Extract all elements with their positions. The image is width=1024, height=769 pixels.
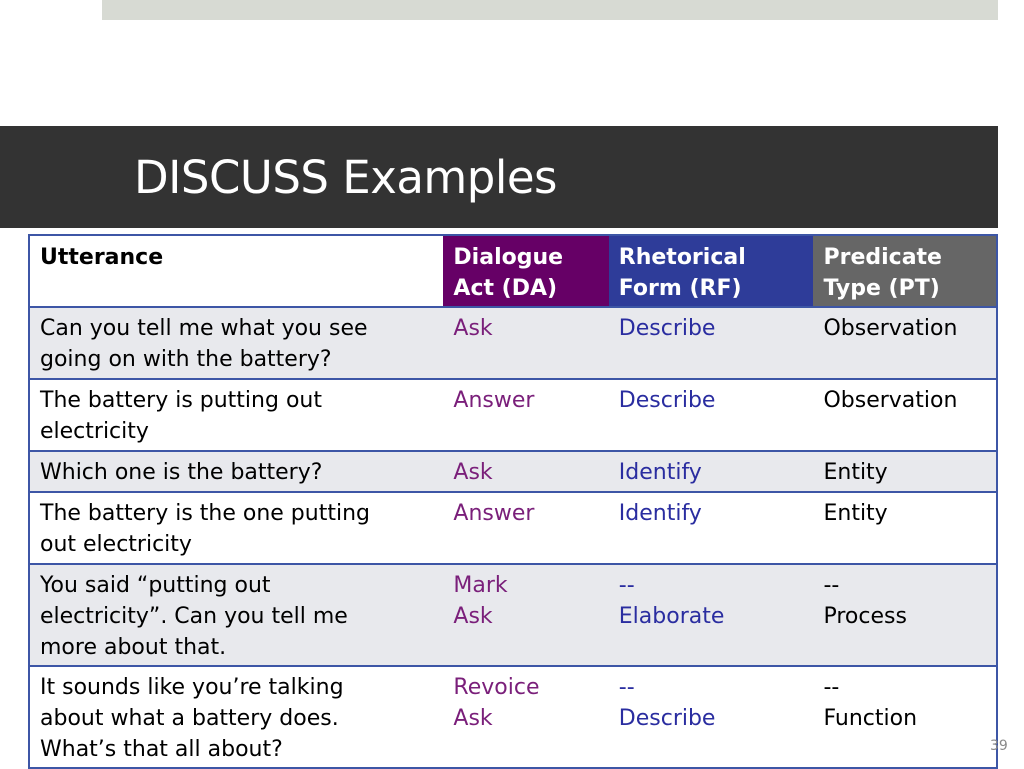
top-accent-bar bbox=[102, 0, 998, 20]
utterance-line: electricity”. Can you tell me bbox=[40, 604, 348, 629]
predicate-type-line: Observation bbox=[823, 316, 958, 341]
utterance-cell bbox=[29, 379, 443, 451]
predicate-type-line: -- bbox=[823, 573, 840, 598]
predicate-type-cell bbox=[813, 666, 997, 768]
dialogue-act-line: Answer bbox=[453, 388, 535, 413]
predicate-type-cell bbox=[813, 451, 997, 492]
utterance-line: What’s that all about? bbox=[40, 737, 283, 762]
header-utterance bbox=[29, 235, 443, 307]
rhetorical-form-line: Elaborate bbox=[618, 604, 725, 629]
utterance-cell bbox=[29, 451, 443, 492]
rhetorical-form-line: Identify bbox=[618, 460, 702, 485]
utterance-line: more about that. bbox=[40, 635, 227, 660]
predicate-type-cell bbox=[813, 564, 997, 666]
table-header-row bbox=[29, 235, 997, 307]
dialogue-act-line: Ask bbox=[453, 604, 493, 629]
utterance-line: Can you tell me what you see bbox=[40, 316, 368, 341]
predicate-type-cell bbox=[813, 379, 997, 451]
rhetorical-form-cell bbox=[609, 564, 814, 666]
rhetorical-form-cell bbox=[609, 492, 814, 564]
dialogue-act-cell bbox=[443, 666, 608, 768]
utterance-line: The battery is the one putting bbox=[40, 501, 370, 526]
utterance-line: You said “putting out bbox=[40, 573, 271, 598]
predicate-type-line: Function bbox=[823, 706, 918, 731]
predicate-type-cell bbox=[813, 492, 997, 564]
rhetorical-form-cell bbox=[609, 307, 814, 379]
header-pt-line2: Type (PT) bbox=[823, 276, 940, 301]
header-da-line2: Act (DA) bbox=[453, 276, 558, 301]
dialogue-act-line: Ask bbox=[453, 316, 493, 341]
utterance-line: The battery is putting out bbox=[40, 388, 322, 413]
rhetorical-form-line: -- bbox=[618, 675, 635, 700]
utterance-cell bbox=[29, 666, 443, 768]
header-dialogue-act bbox=[443, 235, 608, 307]
dialogue-act-cell bbox=[443, 379, 608, 451]
utterance-line: out electricity bbox=[40, 532, 192, 557]
slide-title: DISCUSS Examples bbox=[134, 151, 557, 204]
utterance-cell bbox=[29, 564, 443, 666]
rhetorical-form-line: Identify bbox=[618, 501, 702, 526]
utterance-line: Which one is the battery? bbox=[40, 460, 323, 485]
rhetorical-form-line: Describe bbox=[618, 706, 716, 731]
dialogue-act-cell bbox=[443, 492, 608, 564]
table-row bbox=[29, 307, 997, 379]
utterance-cell bbox=[29, 307, 443, 379]
rhetorical-form-cell bbox=[609, 666, 814, 768]
dialogue-act-line: Answer bbox=[453, 501, 535, 526]
utterance-cell bbox=[29, 492, 443, 564]
table-row bbox=[29, 451, 997, 492]
predicate-type-line: Entity bbox=[823, 501, 888, 526]
page-number: 39 bbox=[990, 738, 1008, 754]
dialogue-act-line: Ask bbox=[453, 706, 493, 731]
rhetorical-form-line: Describe bbox=[618, 388, 716, 413]
examples-table bbox=[28, 234, 998, 769]
dialogue-act-line: Mark bbox=[453, 573, 508, 598]
predicate-type-cell bbox=[813, 307, 997, 379]
predicate-type-line: -- bbox=[823, 675, 840, 700]
rhetorical-form-cell bbox=[609, 451, 814, 492]
rhetorical-form-line: -- bbox=[618, 573, 635, 598]
table-row bbox=[29, 564, 997, 666]
header-utterance-label: Utterance bbox=[40, 245, 164, 270]
header-rf-line2: Form (RF) bbox=[618, 276, 742, 301]
predicate-type-line: Entity bbox=[823, 460, 888, 485]
predicate-type-line: Process bbox=[823, 604, 907, 629]
header-pt-line1: Predicate bbox=[823, 245, 942, 270]
dialogue-act-line: Revoice bbox=[453, 675, 540, 700]
utterance-line: It sounds like you’re talking bbox=[40, 675, 344, 700]
header-rhetorical-form bbox=[609, 235, 814, 307]
dialogue-act-line: Ask bbox=[453, 460, 493, 485]
rhetorical-form-cell bbox=[609, 379, 814, 451]
dialogue-act-cell bbox=[443, 451, 608, 492]
utterance-line: about what a battery does. bbox=[40, 706, 339, 731]
table-row bbox=[29, 492, 997, 564]
header-predicate-type bbox=[813, 235, 997, 307]
table-row bbox=[29, 379, 997, 451]
table-row bbox=[29, 666, 997, 768]
dialogue-act-cell bbox=[443, 307, 608, 379]
utterance-line: going on with the battery? bbox=[40, 347, 332, 372]
header-rf-line1: Rhetorical bbox=[618, 245, 746, 270]
dialogue-act-cell bbox=[443, 564, 608, 666]
rhetorical-form-line: Describe bbox=[618, 316, 716, 341]
predicate-type-line: Observation bbox=[823, 388, 958, 413]
header-da-line1: Dialogue bbox=[453, 245, 564, 270]
utterance-line: electricity bbox=[40, 419, 149, 444]
